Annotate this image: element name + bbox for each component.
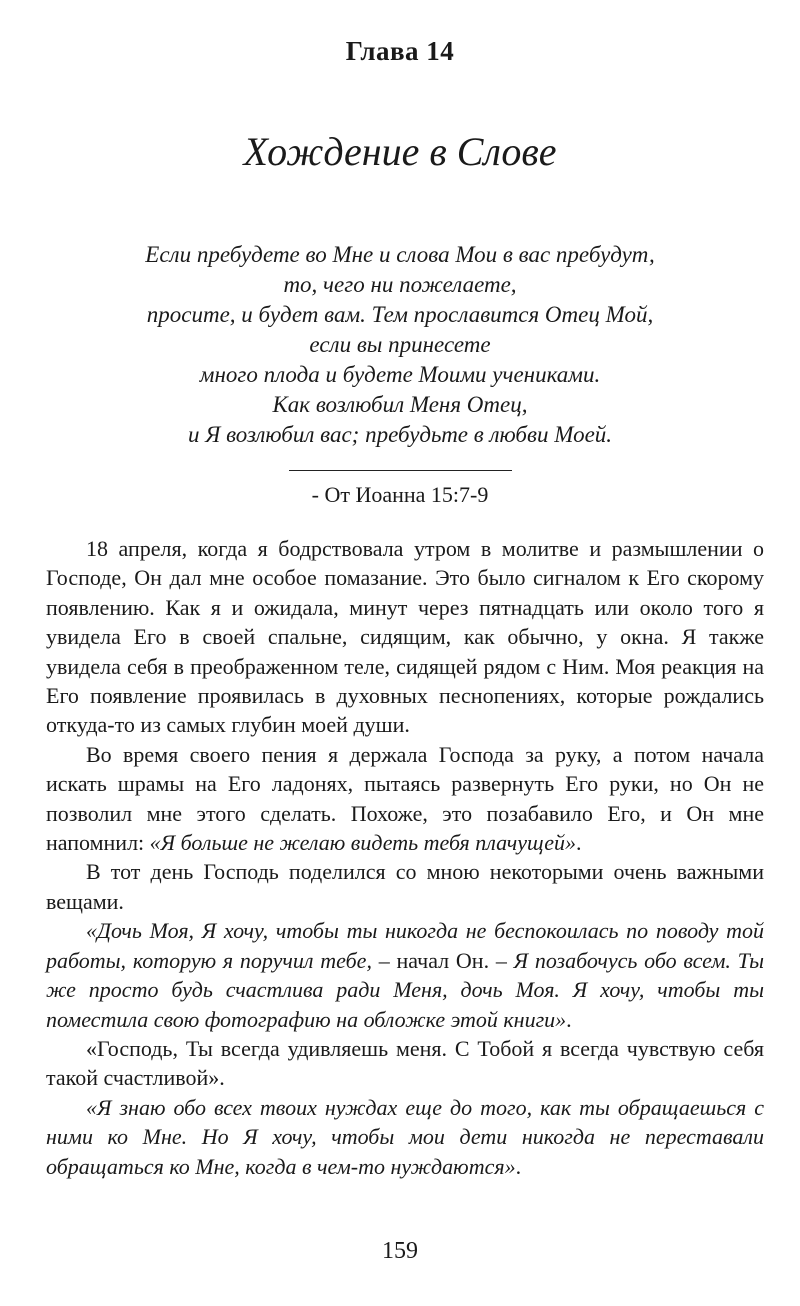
paragraph-text: Во время своего пения я держала Господа за руку, а потом начала искать шрамы на Его ладонях, пытаясь развернуть Его руки, но Он не позволил мне этого сделать. Похоже, это позабавило Его, и Он мне напомнил:: [46, 741, 764, 856]
body-text: [46, 534, 764, 1181]
paragraph: В тот день Господь поделился со мною некоторыми очень важными вещами.: [46, 859, 764, 914]
paragraph-text: .: [515, 1153, 522, 1179]
epigraph-line: если вы принесете: [309, 332, 491, 357]
paragraph-text: .: [575, 830, 582, 856]
paragraph: [46, 916, 764, 1034]
epigraph-source: - От Иоанна 15:7-9: [311, 482, 489, 507]
chapter-title: Хождение в Слове: [243, 129, 557, 174]
epigraph-line: и Я возлюбил вас; пребудьте в любви Моей.: [187, 422, 613, 447]
quote-text: «Я знаю обо всех твоих нуждах еще до того, как ты обращаешься с ними ко Мне. Но Я хочу, чтобы мои дети никогда не переставали обращаться ко Мне, когда в чем-то нуждаются»: [46, 1094, 764, 1179]
quote-text: «Я больше не желаю видеть тебя плачущей»: [149, 830, 576, 856]
epigraph-line: то, чего ни пожелаете,: [283, 272, 517, 297]
paragraph: 18 апреля, когда я бодрствовала утром в молитве и размышлении о Господе, Он дал мне особое помазание. Это было сигналом к Его скорому появлению. Как я и ожидала, минут через пятнадцать или около того я увидела Его в своей спальне, сидящим, как обычно, у окна. Я также увидела себя в преображенном теле, сидящей рядом с Ним. Моя реакция на Его появление проявилась в духовных песнопениях, которые рождались откуда-то из самых глубин моей души.: [46, 536, 764, 738]
epigraph: [0, 240, 800, 450]
epigraph-divider: [289, 470, 512, 471]
quote-text: Я позабочусь обо всем. Ты же просто будь счастлива ради Меня, дочь Моя. Я хочу, чтобы ты поместила свою фотографию на обложке этой книги»: [46, 947, 765, 1032]
paragraph-text: .: [566, 1006, 572, 1032]
page-number: 159: [382, 1238, 418, 1264]
chapter-heading: Глава 14: [345, 36, 455, 66]
epigraph-line: Если пребудете во Мне и слова Мои в вас пребудут,: [145, 242, 655, 267]
paragraph: [46, 1093, 764, 1181]
epigraph-line: много плода и будете Моими учениками.: [199, 362, 601, 387]
epigraph-line: просите, и будет вам. Тем прославится Отец Мой,: [146, 302, 654, 327]
paragraph: [46, 740, 764, 858]
epigraph-line: Как возлюбил Меня Отец,: [272, 392, 528, 417]
paragraph: «Господь, Ты всегда удивляешь меня. С Тобой я всегда чувствую себя такой счастливой».: [46, 1035, 764, 1091]
paragraph-text: – начал Он. –: [371, 947, 514, 973]
quote-text: «Дочь Моя, Я хочу, чтобы ты никогда не беспокоилась по поводу той работы, которую я поручил тебе,: [46, 918, 764, 973]
